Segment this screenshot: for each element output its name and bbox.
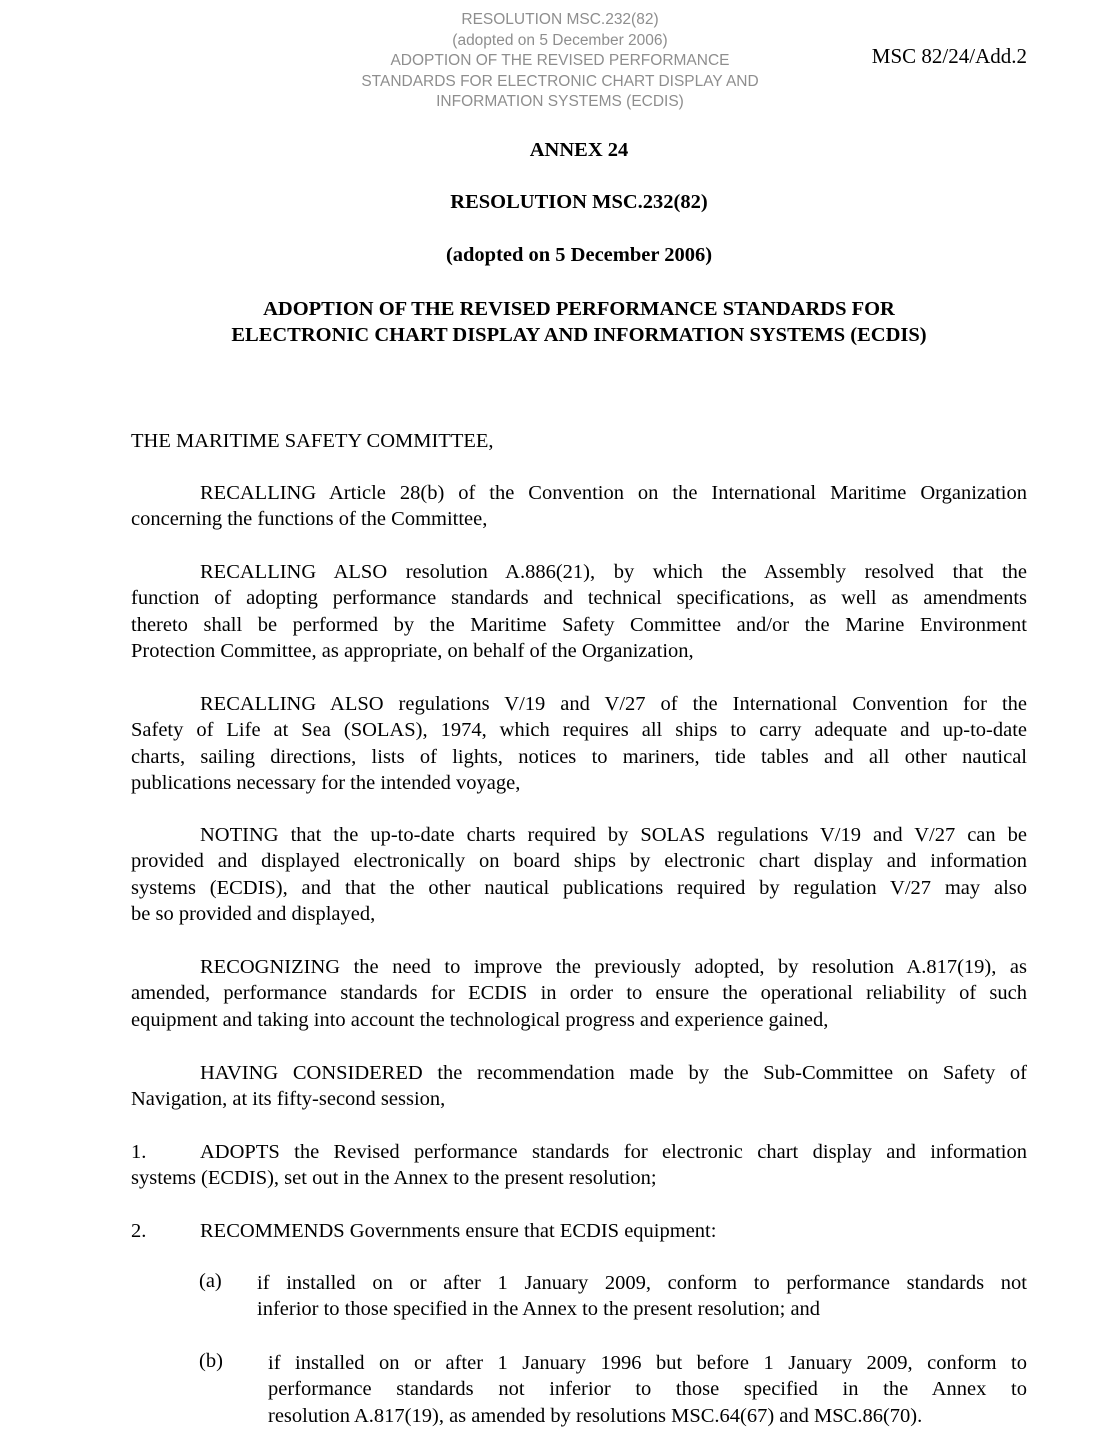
paragraph-line: provided and displayed electronically on board ships by electronic chart display and information [131,850,1027,873]
paragraph-line: publications necessary for the intended voyage, [131,771,521,794]
watermark-line: RESOLUTION MSC.232(82) [461,11,659,28]
paragraph-line: Safety of Life at Sea (SOLAS), 1974, which requires all ships to carry adequate and up-to-date [131,719,1027,742]
resolution-heading: RESOLUTION MSC.232(82) [450,191,708,213]
operative-number: 2. [131,1220,147,1242]
paragraph-line: concerning the functions of the Committee, [131,508,488,531]
watermark-line: ADOPTION OF THE REVISED PERFORMANCE [390,52,730,70]
preamble-paragraph [131,1060,1027,1113]
subitem-line: resolution A.817(19), as amended by resolutions MSC.64(67) and MSC.86(70). [268,1404,923,1427]
paragraph-line: charts, sailing directions, lists of lights, notices to mariners, tide tables and all other nautical [131,745,1027,768]
subitem-label: (b) [199,1350,223,1372]
title-line: ADOPTION OF THE REVISED PERFORMANCE STANDARDS FOR [263,298,895,320]
operative-paragraph [131,1218,1027,1244]
committee-line [131,428,1027,454]
subitem-line: if installed on or after 1 January 1996 but before 1 January 2009, conform to [268,1352,1027,1374]
paragraph-line: NOTING that the up-to-date charts required by SOLAS regulations V/19 and V/27 can be [200,824,1027,846]
paragraph-line: RECALLING ALSO resolution A.886(21), by which the Assembly resolved that the [200,561,1027,583]
subitem-text [257,1270,1027,1323]
paragraph-line: thereto shall be performed by the Maritime Safety Committee and/or the Marine Environment [131,613,1027,636]
paragraph-line: HAVING CONSIDERED the recommendation made by the Sub-Committee on Safety of [200,1062,1027,1084]
paragraph-line: RECOGNIZING the need to improve the previously adopted, by resolution A.817(19), as [200,956,1027,978]
annex-heading: ANNEX 24 [529,139,629,161]
adoption-date: (adopted on 5 December 2006) [445,244,713,266]
subitem-line: if installed on or after 1 January 2009, conform to performance standards not [257,1272,1027,1294]
title-line: ELECTRONIC CHART DISPLAY AND INFORMATION SYSTEMS (ECDIS) [231,324,927,346]
operative-paragraph [131,1139,1027,1192]
watermark-line: INFORMATION SYSTEMS (ECDIS) [436,93,684,111]
preamble-paragraph [131,559,1027,664]
paragraph-line: equipment and taking into account the technological progress and experience gained, [131,1008,829,1031]
watermark-header [335,10,785,113]
document-title [0,296,1119,348]
preamble-paragraph [131,691,1027,796]
preamble-paragraph [131,480,1027,533]
watermark-line: (adopted on 5 December 2006) [452,31,668,49]
committee-text: THE MARITIME SAFETY COMMITTEE, [131,430,494,452]
preamble-paragraph [131,822,1027,927]
paragraph-line: Protection Committee, as appropriate, on behalf of the Organization, [131,639,694,662]
paragraph-line: function of adopting performance standards and technical specifications, as well as amendments [131,587,1027,610]
operative-number: 1. [131,1141,147,1163]
preamble-paragraph [131,954,1027,1033]
subitem-line: performance standards not inferior to those specified in the Annex to [268,1378,1027,1401]
paragraph-line: ADOPTS the Revised performance standards for electronic chart display and information [200,1141,1027,1163]
subitem-text [268,1350,1027,1429]
paragraph-line: amended, performance standards for ECDIS in order to ensure the operational reliability of such [131,982,1027,1005]
watermark-line: STANDARDS FOR ELECTRONIC CHART DISPLAY AND [361,72,759,90]
document-reference: MSC 82/24/Add.2 [871,44,1027,68]
paragraph-line: systems (ECDIS), and that the other nautical publications required by regulation V/27 may also [131,876,1027,899]
subitem-label: (a) [199,1270,222,1292]
paragraph-line: RECOMMENDS Governments ensure that ECDIS equipment: [200,1220,717,1242]
paragraph-line: be so provided and displayed, [131,902,376,925]
paragraph-line: RECALLING ALSO regulations V/19 and V/27 of the International Convention for the [200,693,1027,715]
paragraph-line: systems (ECDIS), set out in the Annex to the present resolution; [131,1167,657,1190]
paragraph-line: RECALLING Article 28(b) of the Convention on the International Maritime Organization [200,482,1027,504]
paragraph-line: Navigation, at its fifty-second session, [131,1088,446,1111]
subitem-line: inferior to those specified in the Annex to the present resolution; and [257,1298,821,1321]
